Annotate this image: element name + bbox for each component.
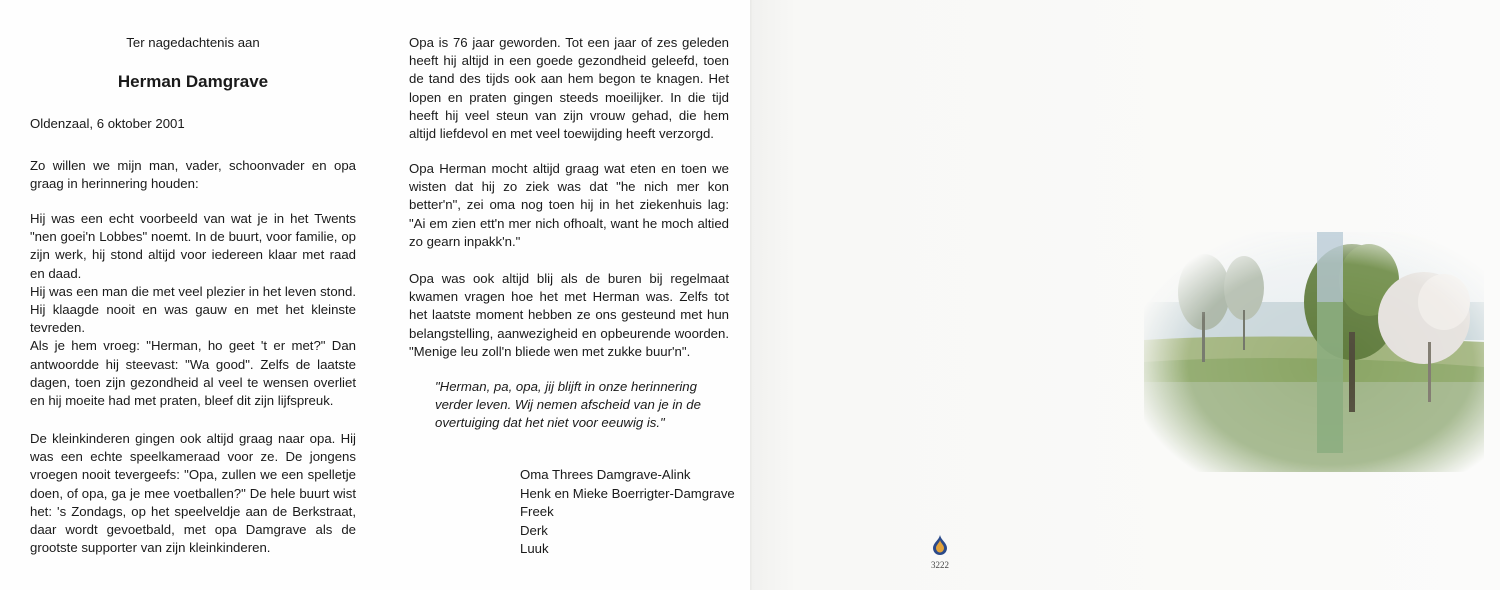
deceased-name: Herman Damgrave (117, 72, 269, 91)
paragraph-4: Opa is 76 jaar geworden. Tot een jaar of zes geleden heeft hij altijd in een goede gezondheid geleefd, toen de tand des tijds ook aan hem begon te knagen. Het lopen en praten gingen steeds moeilijker. In die tijd heeft hij veel steun van zijn vrouw gehad, die hem altijd liefdevol en met veel toewijding heeft verzorgd. (409, 35, 729, 142)
print-code: 3222 (931, 560, 949, 570)
paragraph-1: Zo willen we mijn man, vader, schoonvader en opa graag in herinnering houden: (30, 158, 356, 192)
back-cover (752, 0, 1500, 590)
signature-line: Derk (520, 522, 548, 538)
signature-line: Freek (520, 504, 554, 520)
paragraph-6: Opa was ook altijd blij als de buren bij regelmaat kwamen vragen hoe het met Herman was. Zelfs tot het laatste moment hebben ze ons gesteund met hun belangstelling, aanwezigheid en opbeurende woorden. "Menige leu zoll'n bliede wen met zukke buur'n". (409, 271, 729, 359)
closing-quote: "Herman, pa, opa, jij blijft in onze herinnering verder leven. Wij nemen afscheid van je in de overtuiging dat het niet voor eeuwig is." (435, 379, 701, 431)
signature-line: Henk en Mieke Boerrigter-Damgrave (520, 485, 735, 501)
cross-landscape-image (1144, 232, 1484, 472)
place-date: Oldenzaal, 6 oktober 2001 (30, 116, 185, 131)
paragraph-3: De kleinkinderen gingen ook altijd graag naar opa. Hij was een echte speelkameraad voor ze. De jongens vroegen nooit tevergeefs: "Opa, zullen we een spelletje doen, of opa, ga je mee voetballen?" De hele buurt wist het: 's Zondags, op het speelveldje aan de Berkstraat, daar wordt gevoetbald, met opa Damgrave als de grootste supporter van zijn kleinkinderen. (30, 431, 356, 556)
paragraph-2: Hij was een echt voorbeeld van wat je in het Twents "nen goei'n Lobbes" noemt. In de buurt, voor familie, op zijn werk, hij stond altijd voor iedereen klaar met raad en daad. Hij was een man die met veel plezier in het leven stond. Hij klaagde nooit en was gauw en met het kleinste tevreden. Als je hem vroeg: "Herman, ho geet 't er met?" Dan antwoordde hij steevast: "Wa good". Zelfs de laatste dagen, toen zijn gezondheid al veel te wensen overliet en hij moeite had met praten, bleef dit zijn lijfspreuk. (30, 211, 356, 409)
printer-logo-icon (930, 534, 950, 556)
signatures (520, 466, 735, 559)
signature-line: Luuk (520, 541, 549, 557)
signature-line: Oma Threes Damgrave-Alink (520, 467, 691, 482)
paragraph-5: Opa Herman mocht altijd graag wat eten en toen we wisten dat hij zo ziek was dat "he nich mer kon better'n", zei oma nog toen hij in het ziekenhuis lag: "Ai em zien ett'n mer nich ofhoalt, want he moch altied zo gearn inpakk'n." (409, 161, 729, 249)
intro-line: Ter nagedachtenis aan (126, 35, 260, 50)
